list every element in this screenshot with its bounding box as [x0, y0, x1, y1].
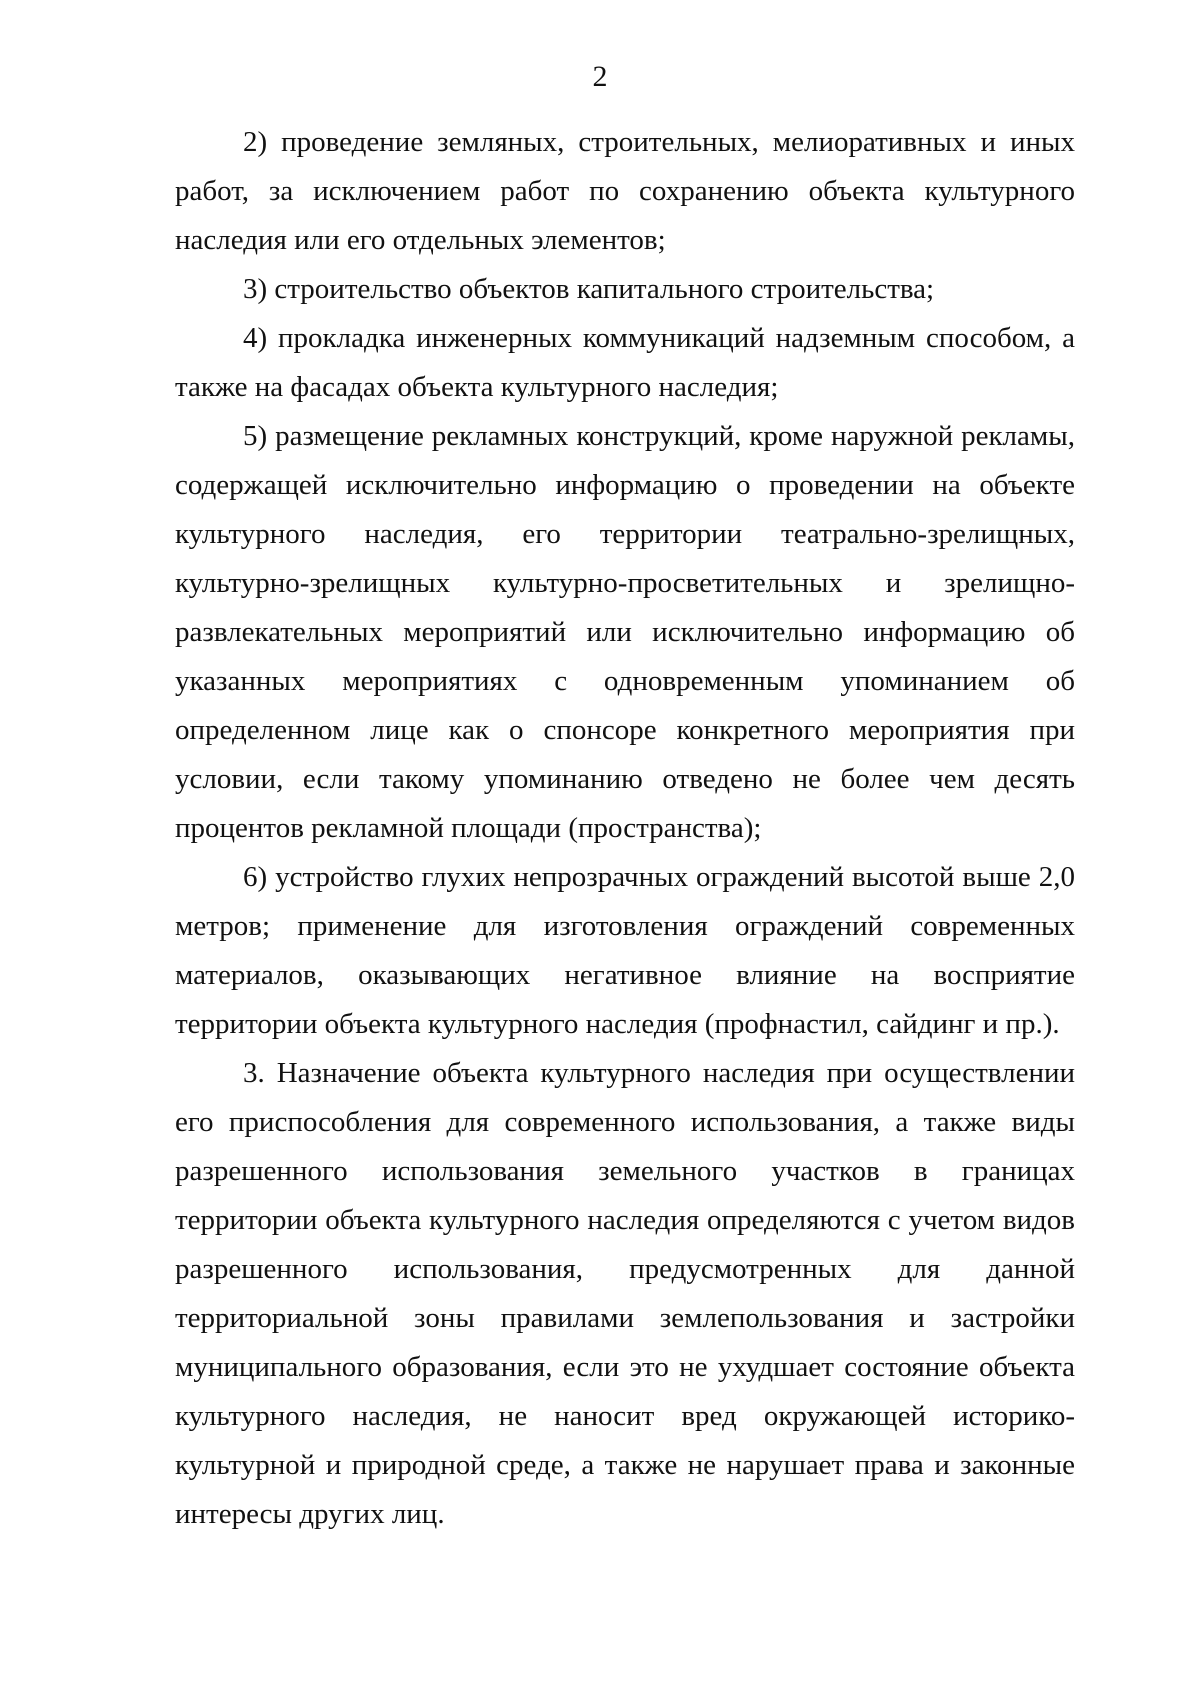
item-6-paragraph: 6) устройство глухих непрозрачных ограждений высотой выше 2,0 метров; применение для изготовления ограждений современных материалов, оказывающих негативное влияние на восприятие территории объекта культурного наследия (профнастил, сайдинг и пр.). [175, 861, 1075, 1040]
item-5-paragraph: 5) размещение рекламных конструкций, кроме наружной рекламы, содержащей исключительно информацию о проведении на объекте культурного наследия, его территории театрально-зрелищных, культурно-зрелищных культурно-просветительных и зрелищно-развлекательных мероприятий или исключительно информацию об указанных мероприятиях с одновременным упоминанием об определенном лице как о спонсоре конкретного мероприятия при условии, если такому упоминанию отведено не более чем десять процентов рекламной площади (пространства); [175, 420, 1075, 844]
document-body [175, 118, 1075, 1539]
item-2-paragraph: 2) проведение земляных, строительных, мелиоративных и иных работ, за исключением работ по сохранению объекта культурного наследия или его отдельных элементов; [175, 126, 1075, 256]
item-4-paragraph: 4) прокладка инженерных коммуникаций надземным способом, а также на фасадах объекта культурного наследия; [175, 322, 1075, 403]
page-number: 2 [592, 60, 608, 93]
section-3-paragraph: 3. Назначение объекта культурного наследия при осуществлении его приспособления для современного использования, а также виды разрешенного использования земельного участков в границах территории объекта культурного наследия определяются с учетом видов разрешенного использования, предусмотренных для данной территориальной зоны правилами землепользования и застройки муниципального образования, если это не ухудшает состояние объекта культурного наследия, не наносит вред окружающей историко-культурной и природной среде, а также не нарушает права и законные интересы других лиц. [175, 1057, 1075, 1530]
item-3-paragraph: 3) строительство объектов капитального строительства; [243, 273, 935, 305]
